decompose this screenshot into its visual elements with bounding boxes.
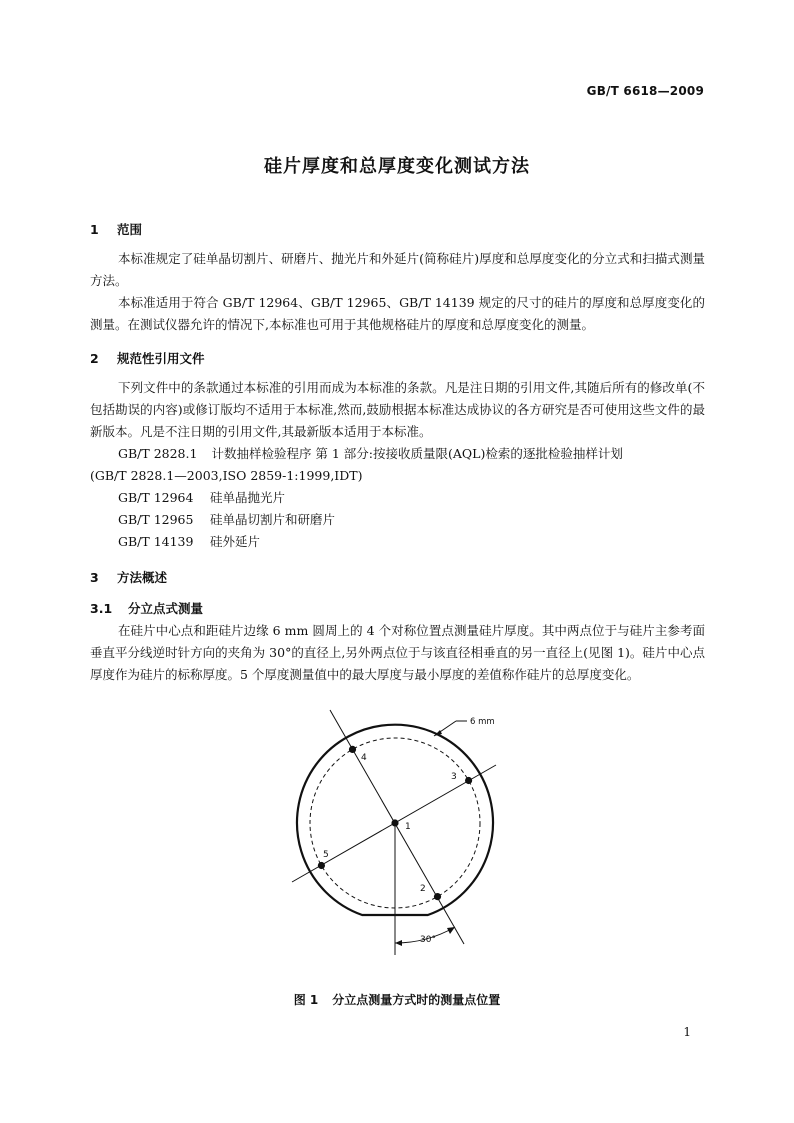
reference-title: 硅外延片: [210, 534, 261, 549]
section-2-number: 2: [90, 351, 99, 366]
section-1-title: 范围: [117, 222, 143, 237]
document-title: 硅片厚度和总厚度变化测试方法: [264, 156, 530, 177]
measurement-point-5: [318, 862, 325, 869]
angle-label: 30°: [420, 935, 436, 945]
point-label-2: 2: [420, 884, 426, 894]
reference-continuation: (GB/T 2828.1—2003,ISO 2859-1:1999,IDT): [90, 468, 363, 483]
section-3-number: 3: [90, 570, 99, 585]
reference-item: [118, 531, 260, 553]
reference-item: [118, 509, 335, 531]
measurement-point-4: [349, 746, 356, 753]
edge-label: 6 mm: [470, 717, 495, 727]
measurement-point-2: [434, 893, 441, 900]
measurement-point-3: [465, 777, 472, 784]
section-1-paragraph-1: 本标准规定了硅单晶切割片、研磨片、抛光片和外延片(简称硅片)厚度和总厚度变化的分立式和扫描式测量方法。: [90, 251, 705, 288]
point-label-1: 1: [405, 822, 411, 832]
reference-code: GB/T 12964: [118, 490, 194, 505]
section-3-1-paragraph-1: 在硅片中心点和距硅片边缘 6 mm 圆周上的 4 个对称位置点测量硅片厚度。其中两点位于与硅片主参考面垂直平分线逆时针方向的夹角为 30°的直径上,另外两点位于与该直径相垂直的另一直径上(见图 1)。硅片中心点厚度作为硅片的标称厚度。5 个厚度测量值中的最大厚度与最小厚度的差值称作硅片的总厚度变化。: [90, 623, 705, 682]
reference-code: GB/T 2828.1: [118, 446, 198, 461]
section-2-heading: [90, 349, 205, 367]
measurement-point-1: [391, 819, 398, 826]
point-label-4: 4: [361, 753, 367, 763]
figure-1-caption: [0, 991, 794, 1008]
section-3-heading: [90, 568, 167, 586]
reference-item: [118, 443, 623, 465]
standard-number: GB/T 6618—2009: [586, 84, 704, 98]
angle-arrow-left: [395, 940, 402, 946]
reference-title: 硅单晶抛光片: [210, 490, 286, 505]
section-2-paragraph-1: 下列文件中的条款通过本标准的引用而成为本标准的条款。凡是注日期的引用文件,其随后所有的修改单(不包括勘误的内容)或修订版均不适用于本标准,然而,鼓励根据本标准达成协议的各方研究是否可使用这些文件的最新版本。凡是不注日期的引用文件,其最新版本适用于本标准。: [90, 380, 705, 439]
page-number: 1: [683, 1025, 691, 1039]
section-2-title: 规范性引用文件: [117, 351, 205, 366]
reference-code: GB/T 14139: [118, 534, 194, 549]
point-label-3: 3: [451, 772, 457, 782]
section-1-paragraph-2: 本标准适用于符合 GB/T 12964、GB/T 12965、GB/T 14139 规定的尺寸的硅片的厚度和总厚度变化的测量。在测试仪器允许的情况下,本标准也可用于其他规格硅片的厚度和总厚度变化的测量。: [90, 295, 705, 332]
section-3-title: 方法概述: [117, 570, 168, 585]
figure-1: [285, 705, 510, 970]
section-3-1-number: 3.1: [90, 601, 113, 616]
section-1-number: 1: [90, 222, 99, 237]
figure-1-title: 分立点测量方式时的测量点位置: [332, 993, 501, 1007]
section-1-heading: [90, 220, 142, 238]
reference-item: [118, 487, 285, 509]
reference-title: 计数抽样检验程序 第 1 部分:按接收质量限(AQL)检索的逐批检验抽样计划: [211, 446, 623, 461]
section-3-1-heading: [90, 599, 203, 617]
reference-title: 硅单晶切割片和研磨片: [210, 512, 336, 527]
wafer-diagram: [285, 705, 510, 970]
section-3-1-title: 分立点式测量: [128, 601, 204, 616]
figure-1-label: 图 1: [293, 993, 319, 1007]
reference-code: GB/T 12965: [118, 512, 194, 527]
point-label-5: 5: [323, 850, 329, 860]
